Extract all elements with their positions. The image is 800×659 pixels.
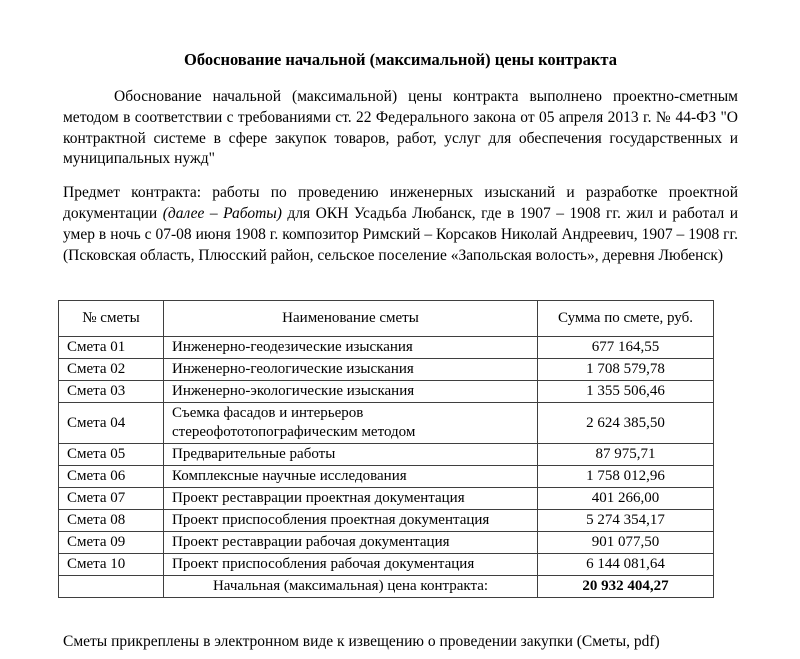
table-row: [59, 359, 714, 381]
row-id-cell: Смета 08: [59, 510, 164, 532]
row-sum-cell: 677 164,55: [538, 337, 714, 359]
row-id-cell: Смета 10: [59, 554, 164, 576]
row-name-cell: Съемка фасадов и интерьеров стереофототопографическим методом: [164, 403, 538, 444]
row-name-cell: Инженерно-экологические изыскания: [164, 381, 538, 403]
table-total-row: [59, 576, 714, 598]
paragraph-subject: [63, 183, 738, 266]
header-cell-name: Наименование сметы: [164, 301, 538, 337]
estimates-table: [58, 300, 714, 598]
row-name-cell: Инженерно-геодезические изыскания: [164, 337, 538, 359]
row-name-cell: Проект приспособления проектная документация: [164, 510, 538, 532]
table-row: [59, 510, 714, 532]
table-header-row: [59, 301, 714, 337]
row-id-cell: Смета 03: [59, 381, 164, 403]
row-id-cell: Смета 07: [59, 488, 164, 510]
row-sum-cell: 1 758 012,96: [538, 466, 714, 488]
row-name-cell: Предварительные работы: [164, 444, 538, 466]
paragraph-method: Обоснование начальной (максимальной) цены контракта выполнено проектно-сметным методом в соответствии с требованиями ст. 22 Федерального закона от 05 апреля 2013 г. № 44-ФЗ "О контрактной системе в сфере закупок товаров, работ, услуг для обеспечения государственных и муниципальных нужд": [63, 88, 738, 168]
row-id-cell: Смета 02: [59, 359, 164, 381]
row-name-cell: Проект приспособления рабочая документация: [164, 554, 538, 576]
table-row: [59, 337, 714, 359]
table-row: [59, 381, 714, 403]
footer-note: Сметы прикреплены в электронном виде к извещению о проведении закупки (Сметы, pdf): [63, 633, 660, 651]
total-empty-cell: [59, 576, 164, 598]
table-row: [59, 444, 714, 466]
paragraph-subject-term: (далее – Работы): [162, 204, 282, 222]
row-sum-cell: 5 274 354,17: [538, 510, 714, 532]
row-sum-cell: 87 975,71: [538, 444, 714, 466]
row-id-cell: Смета 09: [59, 532, 164, 554]
row-sum-cell: 6 144 081,64: [538, 554, 714, 576]
paragraph-subject-prefix: Предмет контракта: работы по проведению инженерных изысканий и разработке проектной документации: [63, 184, 738, 222]
row-id-cell: Смета 01: [59, 337, 164, 359]
row-name-cell: Проект реставрации рабочая документация: [164, 532, 538, 554]
table-row: [59, 466, 714, 488]
total-label-cell: Начальная (максимальная) цена контракта:: [164, 576, 538, 598]
row-id-cell: Смета 06: [59, 466, 164, 488]
row-sum-cell: 1 355 506,46: [538, 381, 714, 403]
row-sum-cell: 901 077,50: [538, 532, 714, 554]
row-id-cell: Смета 04: [59, 403, 164, 444]
header-cell-sum: Сумма по смете, руб.: [538, 301, 714, 337]
row-sum-cell: 401 266,00: [538, 488, 714, 510]
table-row: [59, 532, 714, 554]
total-value-cell: 20 932 404,27: [538, 576, 714, 598]
row-name-cell: Проект реставрации проектная документация: [164, 488, 538, 510]
page-title: Обоснование начальной (максимальной) цены контракта: [184, 50, 617, 69]
row-sum-cell: 2 624 385,50: [538, 403, 714, 444]
row-name-cell: Инженерно-геологические изыскания: [164, 359, 538, 381]
table-row: [59, 403, 714, 444]
row-sum-cell: 1 708 579,78: [538, 359, 714, 381]
table-row: [59, 488, 714, 510]
row-id-cell: Смета 05: [59, 444, 164, 466]
table-row: [59, 554, 714, 576]
row-name-cell: Комплексные научные исследования: [164, 466, 538, 488]
paragraph-subject-suffix: для ОКН Усадьба Любанск, где в 1907 – 1908 гг. жил и работал и умер в ночь с 07-08 июня 1908 г. композитор Римский – Корсаков Николай Андреевич, 1907 – 1908 гг. (Псковская область, Плюсский район, сельское поселение «Запольская волость», деревня Любенск): [63, 204, 738, 264]
header-cell-number: № сметы: [59, 301, 164, 337]
